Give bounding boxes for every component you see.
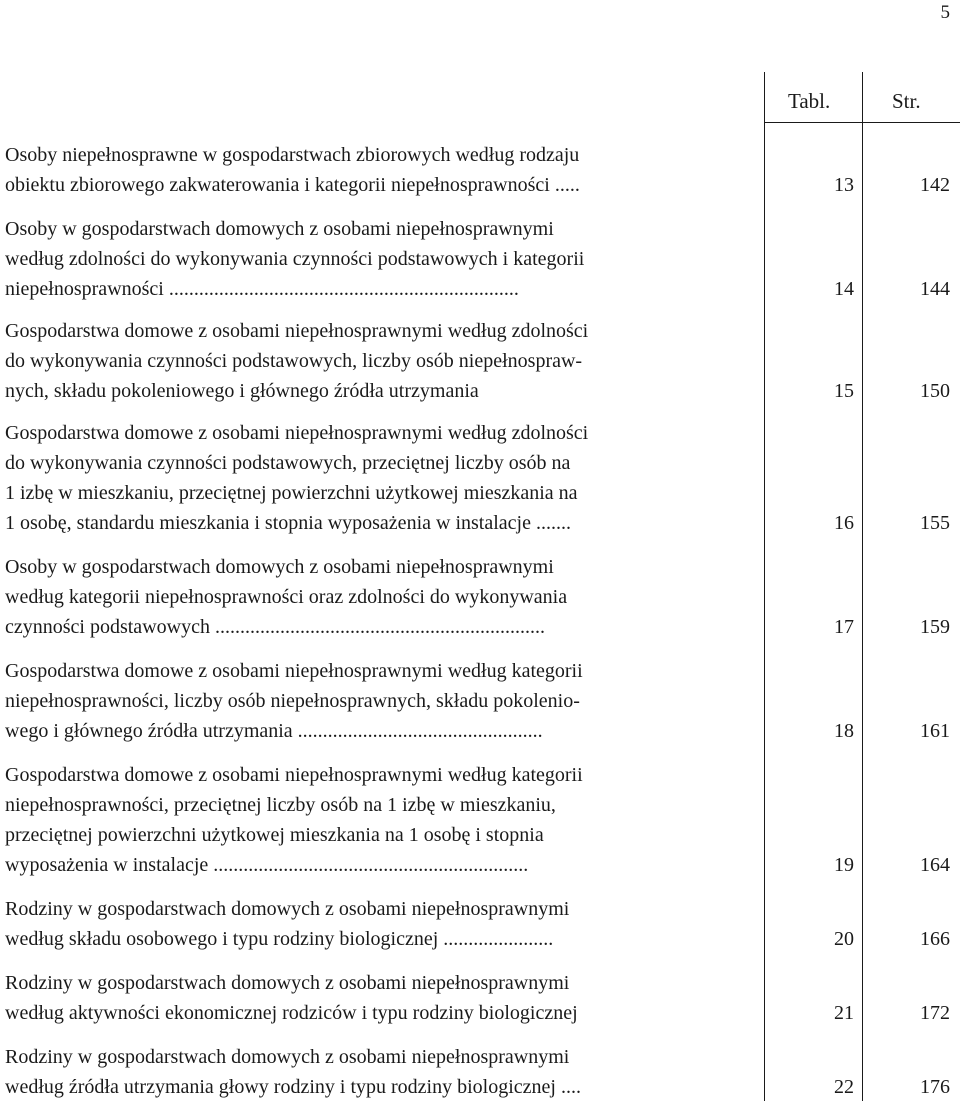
entry-line: Gospodarstwa domowe z osobami niepełnosprawnymi według kategorii: [5, 660, 583, 682]
entry-line: Rodziny w gospodarstwach domowych z osobami niepełnosprawnymi: [5, 972, 570, 994]
page-ref: 176: [920, 1076, 950, 1098]
entry-text: [5, 760, 760, 880]
entry-line: niepełnosprawności, liczby osób niepełnosprawnych, składu pokolenio-: [5, 690, 580, 712]
table-number: 18: [834, 720, 854, 742]
entry-line: 1 osobę, standardu mieszkania i stopnia wyposażenia w instalacje .......: [5, 512, 571, 534]
table-number: 14: [834, 278, 854, 300]
entry-line: Osoby niepełnosprawne w gospodarstwach zbiorowych według rodzaju: [5, 144, 580, 166]
page-ref: 172: [920, 1002, 950, 1024]
page-ref: 155: [920, 512, 950, 534]
entry-text: [5, 894, 760, 954]
entry-text: [5, 418, 760, 538]
page-ref: 150: [920, 380, 950, 402]
column-divider-middle: [862, 72, 863, 1101]
entry-line: Gospodarstwa domowe z osobami niepełnosprawnymi według kategorii: [5, 764, 583, 786]
table-number: 19: [834, 854, 854, 876]
entry-line: według składu osobowego i typu rodziny biologicznej ......................: [5, 928, 554, 950]
entry-line: Gospodarstwa domowe z osobami niepełnosprawnymi według zdolności: [5, 320, 589, 342]
entry-text: [5, 552, 760, 642]
column-header-tabl: Tabl.: [788, 89, 831, 113]
page-number: 5: [940, 2, 950, 23]
table-number: 22: [834, 1076, 854, 1098]
entry-line: wego i głównego źródła utrzymania .................................................: [5, 720, 543, 742]
table-number: 15: [834, 380, 854, 402]
entry-text: [5, 214, 760, 304]
entry-line: czynności podstawowych ..................................................................: [5, 616, 545, 638]
entry-line: Gospodarstwa domowe z osobami niepełnosprawnymi według zdolności: [5, 422, 589, 444]
column-divider-left: [764, 72, 765, 1101]
entry-text: [5, 656, 760, 746]
page-ref: 159: [920, 616, 950, 638]
table-number: 20: [834, 928, 854, 950]
entry-line: obiektu zbiorowego zakwaterowania i kategorii niepełnosprawności .....: [5, 174, 580, 196]
entry-line: niepełnosprawności ......................................................................: [5, 278, 519, 300]
entry-line: do wykonywania czynności podstawowych, liczby osób niepełnospraw-: [5, 350, 583, 372]
header-rule: [764, 122, 960, 123]
entry-line: według kategorii niepełnosprawności oraz zdolności do wykonywania: [5, 586, 568, 608]
table-number: 16: [834, 512, 854, 534]
page-ref: 166: [920, 928, 950, 950]
table-number: 17: [834, 616, 854, 638]
page-ref: 164: [920, 854, 950, 876]
entry-line: niepełnosprawności, przeciętnej liczby osób na 1 izbę w mieszkaniu,: [5, 794, 556, 816]
entry-line: Rodziny w gospodarstwach domowych z osobami niepełnosprawnymi: [5, 1046, 570, 1068]
entry-line: 1 izbę w mieszkaniu, przeciętnej powierzchni użytkowej mieszkania na: [5, 482, 578, 504]
entry-line: przeciętnej powierzchni użytkowej mieszkania na 1 osobę i stopnia: [5, 824, 544, 846]
page-ref: 144: [920, 278, 950, 300]
entry-line: Osoby w gospodarstwach domowych z osobami niepełnosprawnymi: [5, 218, 554, 240]
entry-line: Rodziny w gospodarstwach domowych z osobami niepełnosprawnymi: [5, 898, 570, 920]
table-number: 13: [834, 174, 854, 196]
entry-line: do wykonywania czynności podstawowych, przeciętnej liczby osób na: [5, 452, 571, 474]
entry-line: według zdolności do wykonywania czynności podstawowych i kategorii: [5, 248, 585, 270]
page-ref: 161: [920, 720, 950, 742]
entry-line: nych, składu pokoleniowego i głównego źródła utrzymania: [5, 380, 479, 402]
entry-text: [5, 1042, 760, 1102]
column-header-str: Str.: [892, 89, 921, 113]
entry-text: [5, 968, 760, 1028]
page-ref: 142: [920, 174, 950, 196]
table-number: 21: [834, 1002, 854, 1024]
entry-text: [5, 316, 760, 406]
entry-line: Osoby w gospodarstwach domowych z osobami niepełnosprawnymi: [5, 556, 554, 578]
entry-line: według aktywności ekonomicznej rodziców i typu rodziny biologicznej: [5, 1002, 578, 1024]
entry-line: wyposażenia w instalacje ...............................................................: [5, 854, 529, 876]
entry-line: według źródła utrzymania głowy rodziny i typu rodziny biologicznej ....: [5, 1076, 581, 1098]
entry-text: [5, 140, 760, 200]
